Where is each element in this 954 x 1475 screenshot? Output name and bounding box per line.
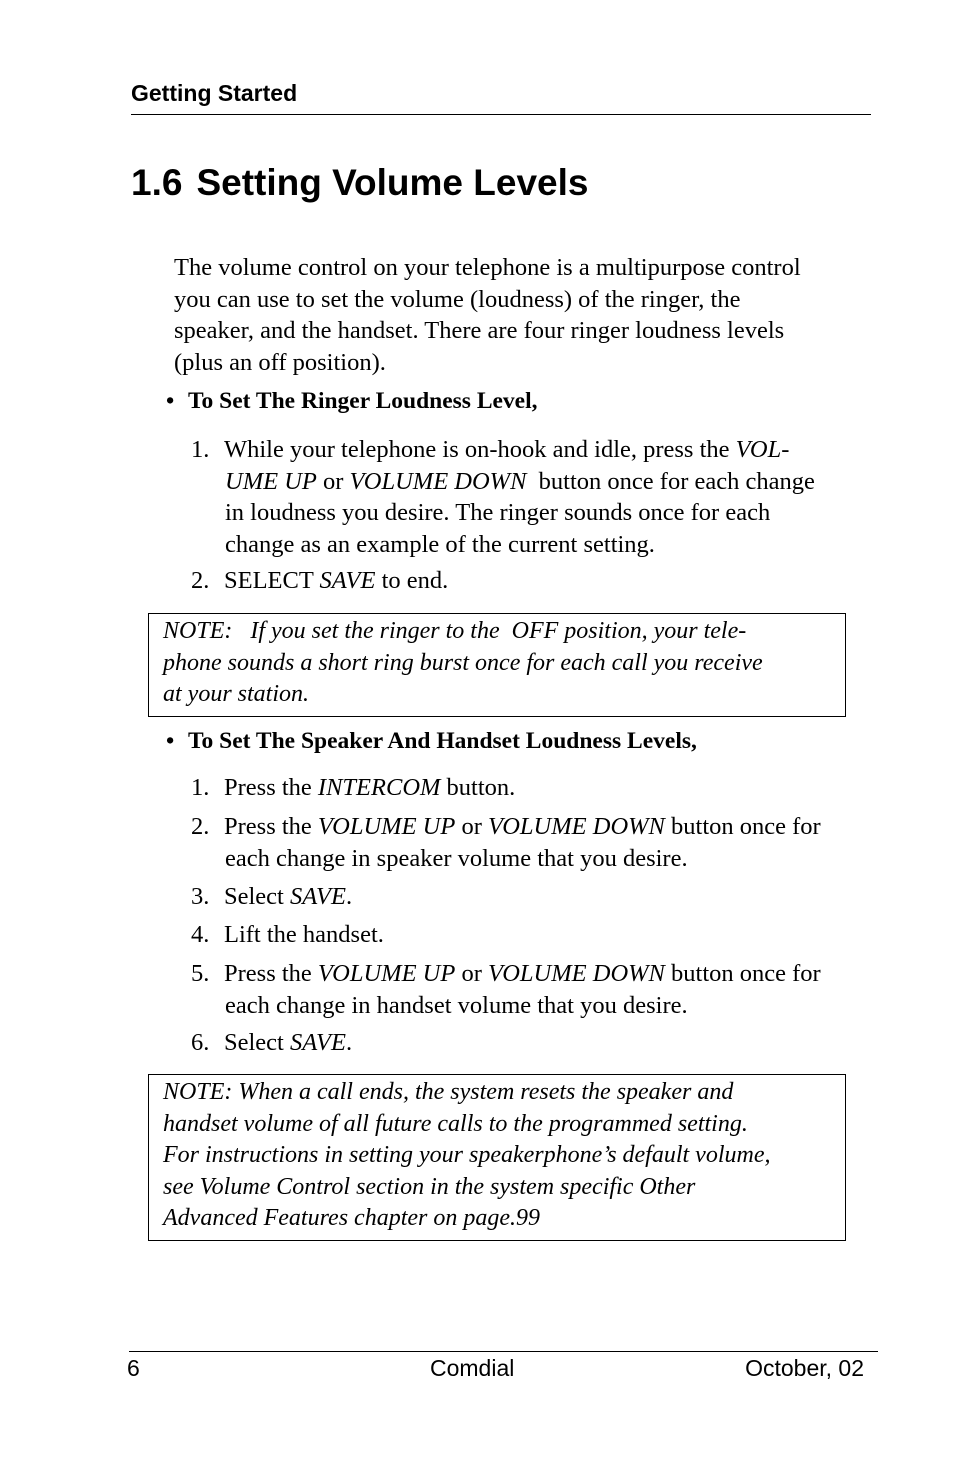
note-line: at your station. xyxy=(163,681,310,707)
note-line: For instructions in setting your speakerphone’s default volume, xyxy=(163,1142,771,1168)
step-text: button once for xyxy=(664,960,821,987)
speaker-step-4 xyxy=(191,919,871,951)
save-term: SAVE xyxy=(319,567,376,594)
footer-date: October, 02 xyxy=(745,1355,864,1381)
note-line: see Volume Control section in the system specific Other xyxy=(163,1173,696,1200)
step-text: or xyxy=(316,467,350,495)
page-title xyxy=(131,162,588,204)
step-text: each change in handset volume that you desire. xyxy=(225,991,688,1019)
step-number: 2. xyxy=(191,813,210,840)
ringer-heading-text: To Set The Ringer Loudness Level, xyxy=(188,388,538,414)
step-text: change as an example of the current setting. xyxy=(225,530,655,558)
note-box-ringer-off xyxy=(148,613,846,717)
note-line: NOTE: When a call ends, the system resets the speaker and xyxy=(163,1079,734,1105)
step-text: Lift the handset. xyxy=(224,921,384,948)
page-number: 6 xyxy=(127,1355,140,1381)
step-text: button. xyxy=(440,774,516,801)
step-text: each change in speaker volume that you desire. xyxy=(225,844,688,872)
section-title: Setting Volume Levels xyxy=(196,162,589,203)
step-text: Select xyxy=(224,1029,290,1056)
bullet-dot: • xyxy=(166,388,175,414)
note-line: NOTE: If you set the ringer to the OFF position, your tele- xyxy=(163,618,747,644)
volume-down-term: VOLUME DOWN xyxy=(488,960,665,987)
step-text: button once for each change xyxy=(526,467,815,495)
ringer-step-1 xyxy=(191,434,871,560)
step-number: 5. xyxy=(191,960,210,987)
step-number: 1. xyxy=(191,436,210,463)
section-number: 1.6 xyxy=(131,162,183,203)
volume-down-term: VOLUME DOWN xyxy=(488,813,665,840)
bullet-dot: • xyxy=(166,728,175,754)
volume-up-term: VOL- xyxy=(735,436,790,463)
volume-down-term: VOLUME DOWN xyxy=(349,467,527,495)
step-text: button once for xyxy=(664,813,821,840)
note-line: phone sounds a short ring burst once for each call you receive xyxy=(163,649,763,676)
step-number: 2. xyxy=(191,567,210,594)
intercom-term: INTERCOM xyxy=(317,774,441,801)
speaker-heading xyxy=(166,728,697,755)
step-number: 3. xyxy=(191,883,210,910)
speaker-step-2 xyxy=(191,811,871,874)
speaker-step-6 xyxy=(191,1027,871,1059)
save-term: SAVE xyxy=(290,1029,346,1056)
ringer-step-2 xyxy=(191,565,871,597)
ringer-heading xyxy=(166,388,538,415)
step-text: or xyxy=(455,813,488,840)
step-text: SELECT xyxy=(224,567,320,594)
step-text: Press the xyxy=(224,960,318,987)
speaker-step-1 xyxy=(191,772,871,804)
speaker-step-5 xyxy=(191,958,871,1021)
step-text: Press the xyxy=(224,813,318,840)
intro-line: (plus an off position). xyxy=(174,348,386,376)
note-line: handset volume of all future calls to the programmed setting. xyxy=(163,1110,748,1137)
step-number: 1. xyxy=(191,774,210,801)
save-term: SAVE xyxy=(290,883,346,910)
step-text: Select xyxy=(224,883,290,910)
step-text: Press the xyxy=(224,774,318,801)
note-box-call-ends xyxy=(148,1074,846,1241)
note-line: Advanced Features chapter on page.99 xyxy=(163,1205,541,1231)
step-text: in loudness you desire. The ringer sounds once for each xyxy=(225,499,771,526)
volume-up-term: UME UP xyxy=(225,467,317,495)
volume-up-term: VOLUME UP xyxy=(317,813,456,840)
volume-up-term: VOLUME UP xyxy=(317,960,456,987)
intro-paragraph xyxy=(174,252,874,378)
intro-line: you can use to set the volume (loudness) of the ringer, the xyxy=(174,285,741,313)
step-number: 6. xyxy=(191,1029,210,1056)
footer-rule xyxy=(129,1351,878,1352)
running-head: Getting Started xyxy=(131,80,298,106)
footer-publisher: Comdial xyxy=(430,1355,515,1381)
header-rule xyxy=(131,114,871,115)
step-text: to end. xyxy=(375,567,449,594)
step-text: While your telephone is on-hook and idle, press the xyxy=(224,436,736,463)
intro-line: speaker, and the handset. There are four ringer loudness levels xyxy=(174,317,785,344)
step-text: . xyxy=(345,883,353,910)
intro-line: The volume control on your telephone is a multipurpose control xyxy=(174,254,801,281)
speaker-heading-text: To Set The Speaker And Handset Loudness Levels, xyxy=(188,728,697,754)
speaker-step-3 xyxy=(191,881,871,913)
step-number: 4. xyxy=(191,921,210,948)
step-text: . xyxy=(345,1029,353,1056)
step-text: or xyxy=(455,960,488,987)
